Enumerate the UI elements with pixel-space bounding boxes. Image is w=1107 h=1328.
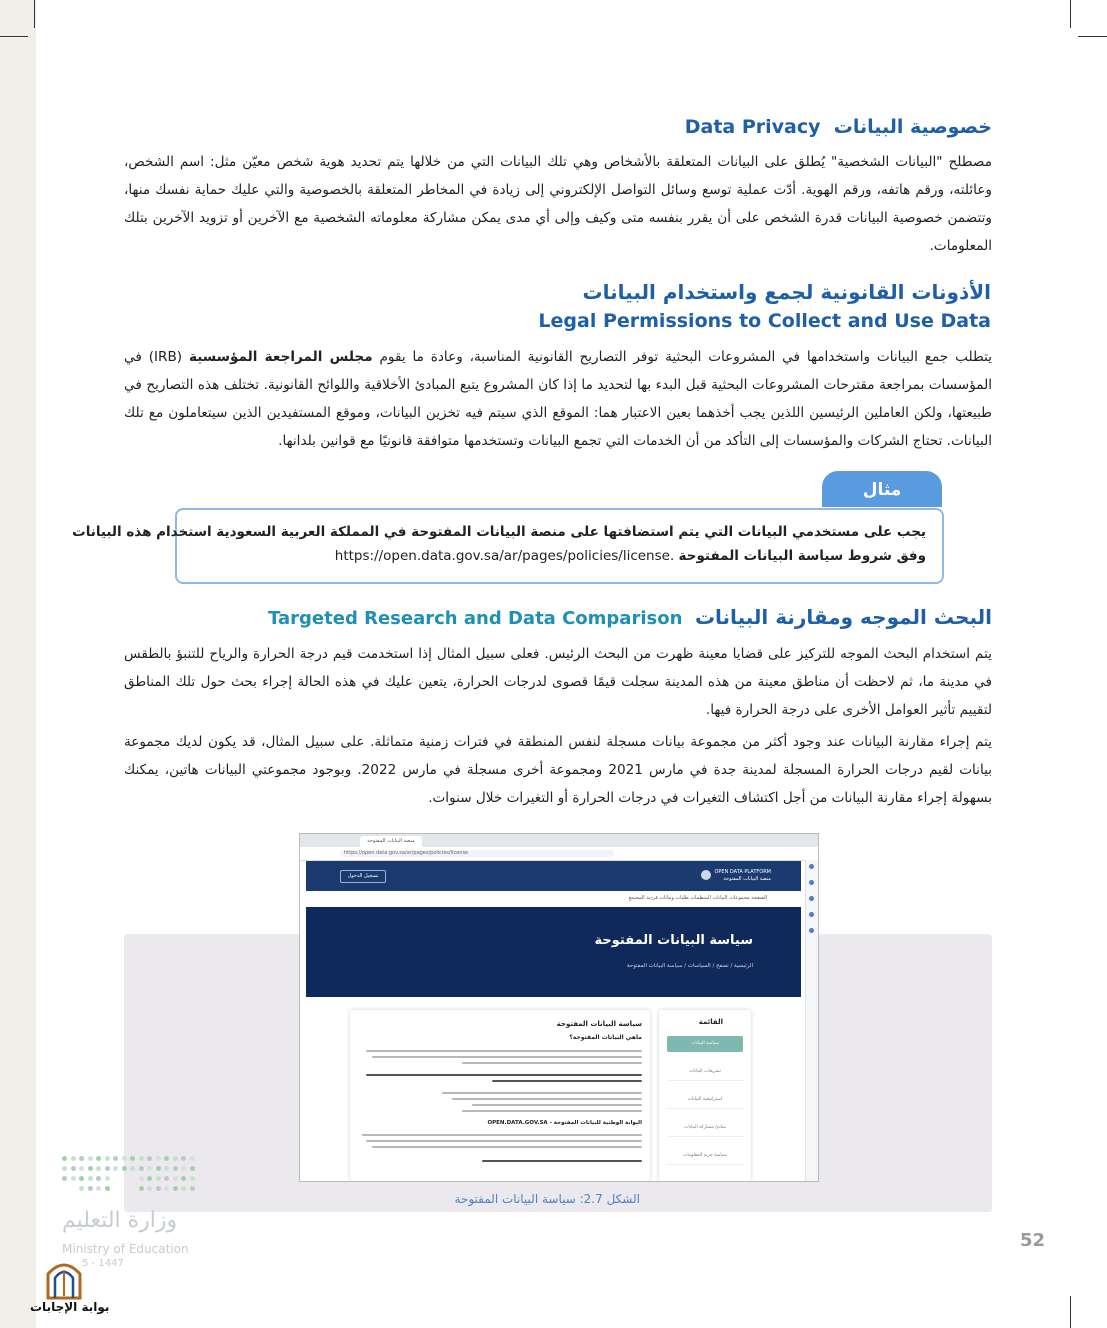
gate-logo-icon	[44, 1256, 84, 1300]
policy-card	[350, 1010, 650, 1181]
policy-card-title: سياسة البيانات المفتوحة	[556, 1020, 642, 1028]
crop-mark	[0, 36, 28, 37]
logo-dot	[139, 1166, 144, 1171]
platform-name-ar: منصة البيانات المفتوحة	[723, 876, 771, 882]
title-en: Data Privacy	[684, 116, 821, 138]
menu-item[interactable]: استراتيجية البيانات	[667, 1092, 743, 1109]
site-header	[306, 861, 801, 891]
sidebar-icon[interactable]	[809, 880, 814, 885]
example-line-2-ar: وفق شروط سياسة البيانات المفتوحة	[678, 548, 926, 564]
sidebar-icon[interactable]	[809, 912, 814, 917]
text-line	[442, 1092, 642, 1094]
text-line	[492, 1080, 642, 1082]
ministry-name-ar: وزارة التعليم	[62, 1208, 178, 1233]
logo-dot	[181, 1186, 186, 1191]
logo-dot	[62, 1166, 67, 1171]
logo-dot	[105, 1186, 110, 1191]
text-line	[366, 1140, 642, 1142]
menu-item[interactable]: سياسة البيانات	[667, 1036, 743, 1052]
example-line-2	[335, 548, 926, 564]
logo-dot	[139, 1186, 144, 1191]
address-input[interactable]: https://open.data.gov.sa/ar/pages/policies/license	[340, 850, 614, 857]
text-line	[452, 1098, 642, 1100]
sidebar-icon[interactable]	[809, 928, 814, 933]
title-ar: خصوصية البيانات	[833, 116, 992, 138]
page-edge	[0, 0, 36, 1328]
page-number: 52	[1020, 1230, 1046, 1251]
logo-dot	[79, 1156, 84, 1161]
logo-dot	[190, 1176, 195, 1181]
logo-dot	[71, 1166, 76, 1171]
paragraph-data-privacy: مصطلح "البيانات الشخصية" يُطلق على البيانات المتعلقة بالأشخاص وهي تلك البيانات التي من خلالها يتم تحديد هوية شخص معيّن مثل: اسم الشخص، وعائلته، ورقم هاتفه، ورقم الهوية. أدّت عملية توسع وسائل التواصل الإلكتروني إلى زيادة في المخاطر المتعلقة بالخصوصية والتي عليك حماية نفسك منها، وتتضمن خصوصية البيانات قدرة الشخص على أن يقرر بنفسه متى وكيف وإلى أي مدى يمكن مشاركة معلوماته الشخصية مع الآخرين أو تزويد الآخرين بتلك المعلومات.	[124, 154, 992, 254]
logo-dot	[79, 1186, 84, 1191]
text-line	[366, 1050, 642, 1052]
logo-dot	[105, 1176, 110, 1181]
logo-dot	[181, 1156, 186, 1161]
login-button[interactable]: تسجيل الدخول	[340, 870, 386, 883]
logo-dot	[156, 1156, 161, 1161]
logo-dot	[156, 1176, 161, 1181]
example-line-1: يجب على مستخدمي البيانات التي يتم استضافتها على منصة البيانات المفتوحة في المملكة العربية السعودية استخدام هذه البيانات	[72, 524, 926, 540]
logo-dot	[96, 1156, 101, 1161]
logo-dot	[71, 1176, 76, 1181]
logo-dot	[190, 1156, 195, 1161]
policy-menu	[659, 1010, 751, 1181]
figure-screenshot	[299, 833, 819, 1182]
logo-dot	[181, 1166, 186, 1171]
title-ar: البحث الموجه ومقارنة البيانات	[694, 605, 992, 629]
logo-dot	[147, 1176, 152, 1181]
menu-title: القائمة	[698, 1018, 723, 1026]
logo-dot	[147, 1166, 152, 1171]
crop-mark	[1070, 1296, 1071, 1328]
menu-item[interactable]: تشريعات البيانات	[667, 1064, 743, 1081]
logo-dot	[79, 1166, 84, 1171]
text-line	[482, 1160, 642, 1162]
logo-dot	[156, 1166, 161, 1171]
logo-dot	[96, 1186, 101, 1191]
platform-name-en: OPEN DATA PLATFORM	[714, 869, 771, 875]
crop-mark	[1070, 0, 1071, 28]
site-banner	[306, 907, 801, 997]
banner-title: سياسة البيانات المفتوحة	[594, 933, 753, 948]
paragraph-legal	[124, 343, 992, 455]
logo-dot	[88, 1186, 93, 1191]
logo-dot	[122, 1166, 127, 1171]
title-en: Targeted Research and Data Comparison	[268, 608, 683, 629]
logo-dot	[164, 1176, 169, 1181]
text-line	[462, 1062, 642, 1064]
platform-logo-icon	[701, 870, 711, 880]
logo-dot	[139, 1176, 144, 1181]
section-title-legal-ar: الأذونات القانونية لجمع واستخدام البيانات	[582, 280, 991, 304]
sidebar-icon[interactable]	[809, 896, 814, 901]
paragraph-data-comparison: يتم إجراء مقارنة البيانات عند وجود أكثر من مجموعة بيانات مسجلة لنفس المنطقة في فترات زمنية متماثلة. على سبيل المثال، قد يكون لديك مجموعة بيانات لقيم درجات الحرارة المسجلة لمدينة جدة في مارس 2021 ومجموعة أخرى مسجلة في مارس 2022. وبوجود مجموعتي البيانات هاتين، يمكنك بسهولة إجراء مقارنة البيانات من أجل اكتشاف التغيرات في درجات الحرارة أو التغيرات خلال سنوات.	[124, 734, 992, 806]
portal-heading: OPEN.DATA.GOV.SA - البوابة الوطنية للبيانات المفتوحة	[487, 1120, 642, 1126]
logo-dot	[147, 1156, 152, 1161]
site-nav	[306, 891, 801, 908]
logo-dot	[88, 1176, 93, 1181]
text-line	[472, 1104, 642, 1106]
logo-dot	[105, 1166, 110, 1171]
legal-text-bold: مجلس المراجعة المؤسسية	[188, 349, 373, 365]
legal-text-a: يتطلب جمع البيانات واستخدامها في المشروعات البحثية توفر التصاريح القانونية المناسبة، وعادة ما يقوم	[379, 349, 993, 365]
menu-item[interactable]: سياسة حرية المعلومات	[667, 1148, 743, 1165]
logo-dot	[181, 1176, 186, 1181]
section-title-targeted-research	[124, 605, 992, 629]
section-title-data-privacy	[124, 116, 992, 138]
logo-dot	[113, 1156, 118, 1161]
logo-dot	[113, 1166, 118, 1171]
logo-dot	[164, 1156, 169, 1161]
text-line	[372, 1056, 642, 1058]
logo-dot	[88, 1166, 93, 1171]
ministry-name-en: Ministry of Education	[62, 1242, 189, 1256]
section-title-legal-en: Legal Permissions to Collect and Use Data	[538, 310, 991, 332]
crop-mark	[1078, 36, 1107, 37]
logo-dot	[130, 1166, 135, 1171]
logo-dot	[164, 1186, 169, 1191]
logo-dot	[62, 1176, 67, 1181]
logo-dot	[79, 1176, 84, 1181]
ministry-logo-icon	[62, 1156, 202, 1200]
logo-dot	[173, 1166, 178, 1171]
logo-dot	[173, 1176, 178, 1181]
figure-caption: الشكل 2.7: سياسة البيانات المفتوحة	[454, 1192, 640, 1206]
address-bar	[300, 847, 818, 861]
logo-dot	[139, 1156, 144, 1161]
gate-text: بوابة الإجابات	[30, 1300, 110, 1314]
logo-dot	[156, 1186, 161, 1191]
browser-sidebar	[805, 860, 818, 1181]
menu-item[interactable]: مبادئ مشاركة البيانات	[667, 1120, 743, 1137]
logo-dot	[96, 1176, 101, 1181]
text-line	[362, 1134, 642, 1136]
text-line	[462, 1110, 642, 1112]
example-tab: مثال	[822, 471, 942, 507]
logo-dot	[173, 1156, 178, 1161]
platform-name	[714, 869, 771, 883]
example-license-link[interactable]: https://open.data.gov.sa/ar/pages/policies/license.	[334, 548, 675, 564]
browser-tabs	[300, 834, 818, 847]
breadcrumb[interactable]: الرئيسية / تصفح / السياسات / سياسة البيانات المفتوحة	[626, 963, 753, 969]
logo-dot	[130, 1156, 135, 1161]
logo-dot	[62, 1156, 67, 1161]
text-line	[372, 1146, 642, 1148]
example-box	[72, 508, 944, 584]
logo-dot	[71, 1156, 76, 1161]
site-nav-items[interactable]: الصفحة مجموعات البيانات المنظمات طلبات وبيانات فردية المجتمع	[628, 895, 767, 901]
ministry-year: 5 - 1447	[82, 1258, 124, 1269]
logo-dot	[147, 1186, 152, 1191]
logo-dot	[96, 1166, 101, 1171]
paragraph-targeted-research: يتم استخدام البحث الموجه للتركيز على قضايا معينة ظهرت من البحث الرئيس. فعلى سبيل المثال إذا استخدمت قيم درجة الحرارة والرياح للتنبؤ بالطقس في مدينة ما، ثم لاحظت أن مناطق معينة من هذه المدينة سجلت قيمًا قصوى لدرجات الحرارة، يتعين عليك في هذه الحالة إجراء بحث حول تلك المناطق لتقييم تأثير العوامل الأخرى على درجة الحرارة فيها.	[124, 646, 992, 718]
legal-text-b: (IRB) في المؤسسات بمراجعة مقترحات المشروعات البحثية قبل البدء بها لتحديد ما إذا كان المشروع يتبع المبادئ الأخلاقية واللوائح القانونية. تختلف هذه التصاريح في طبيعتها، ولكن العاملين الرئيسين اللذين يجب أخذهما بعين الاعتبار هما: الموقع الذي سيتم فيه تخزين البيانات، وموقع المستفيدين الذين سيتعاملون مع تلك البيانات. تحتاج الشركات والمؤسسات إلى التأكد من أن الخدمات التي تجمع البيانات وتستخدمها متوافقة قانونيًا مع قوانين بلدانها.	[124, 349, 992, 449]
policy-card-subtitle: ماهي البيانات المفتوحة؟	[569, 1034, 642, 1041]
sidebar-icon[interactable]	[809, 864, 814, 869]
logo-dot	[122, 1156, 127, 1161]
logo-dot	[105, 1156, 110, 1161]
crop-mark	[34, 0, 35, 28]
logo-dot	[88, 1156, 93, 1161]
text-line	[366, 1074, 642, 1076]
logo-dot	[173, 1186, 178, 1191]
logo-dot	[190, 1166, 195, 1171]
logo-dot	[190, 1186, 195, 1191]
browser-tab[interactable]: منصة البيانات المفتوحة	[360, 836, 422, 847]
logo-dot	[164, 1166, 169, 1171]
